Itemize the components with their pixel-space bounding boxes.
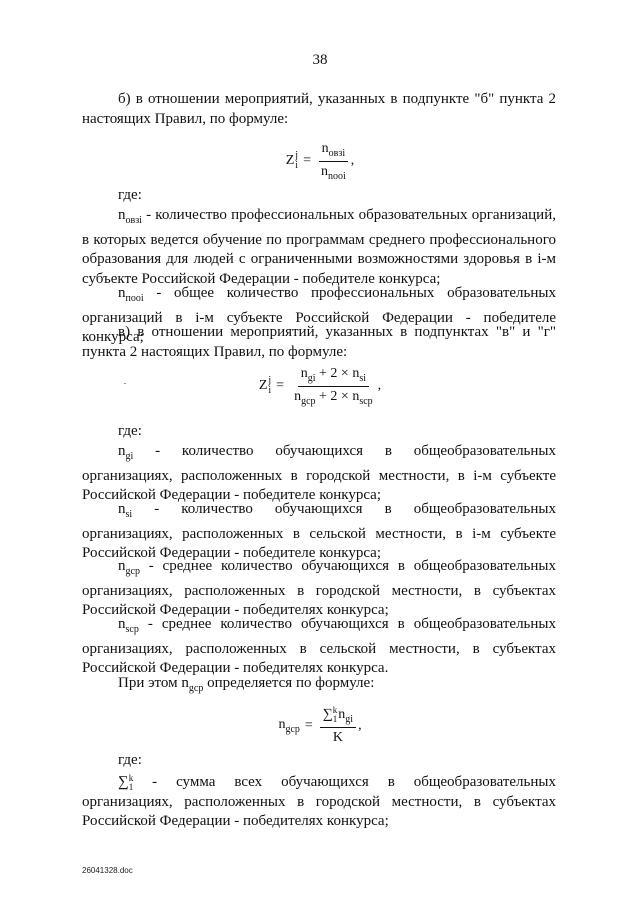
formula-comma: , xyxy=(377,378,382,394)
formula-n-gcp xyxy=(0,706,640,746)
equals-sign: = xyxy=(276,378,285,394)
definition-n-si: $n_{si}$ - количество обучающихся в общеобразовательных организациях, расположенных в сельской местности, в i-м субъекте Российской Федерации - победителе конкурса; xyxy=(82,501,556,561)
fraction xyxy=(318,141,349,182)
definition-n-gcp: $n_{gcp}$ - среднее количество обучающихся в общеобразовательных организациях, расположенных в городской местности, в субъектах Российской Федерации - победителях конкурса; xyxy=(82,558,556,618)
paragraph-n-gcp: При этом $n_{gcp}$ определяется по формуле: xyxy=(118,675,375,694)
paragraph-b: б) в отношении мероприятий, указанных в подпункте "б" пункта 2 настоящих Правил, по формуле: xyxy=(82,91,556,127)
equals-sign: = xyxy=(303,153,311,169)
page-number: 38 xyxy=(312,52,328,68)
numerator: ∑ k 1 $n_{gi}$ xyxy=(320,706,356,728)
definition-n-poo: $n_{пooi}$ - общее количество профессиональных образовательных организаций в i-м субъекте Российской Федерации - победителе конкурса; xyxy=(82,285,556,345)
formula-lhs: Z j i xyxy=(258,375,272,397)
fraction xyxy=(291,366,376,407)
where-label-2: где: xyxy=(118,423,142,439)
denominator: $n_{nooi}$ xyxy=(320,163,346,182)
definition-n-ovz: $n_{овзi}$ - количество профессиональных образовательных организаций, в которых ведется обучение по программам среднего профессионального образования для людей с ограниченными возможностями здоровья в i-м субъекте Российской Федерации - победителе конкурса; xyxy=(82,207,556,287)
definition-n-scp: $n_{scp}$ - среднее количество обучающихся в общеобразовательных организациях, расположенных в сельской местности, в субъектах Российской Федерации - победителях конкурса. xyxy=(82,616,556,676)
denominator: K xyxy=(332,730,343,746)
where-label-1: где: xyxy=(118,187,142,203)
formula-lhs: $n_{gcp}$ xyxy=(278,717,300,735)
formula-lhs: Z j i xyxy=(285,150,299,172)
definition-sum: ∑ k 1 - сумма всех обучающихся в общеобразовательных организациях, расположенных в городской местности, в субъектах Российской Федерации - победителях конкурса; xyxy=(82,772,556,829)
equals-sign: = xyxy=(304,718,313,733)
where-label-3: где: xyxy=(118,752,142,768)
formula-z-ovz xyxy=(0,141,640,182)
denominator: $n_{gcp} + 2 \times n_{scp}$ xyxy=(294,388,373,407)
document-filename: 26041328.doc xyxy=(82,866,133,875)
formula-comma: , xyxy=(350,153,355,169)
definition-n-gi: $n_{gi}$ - количество обучающихся в общеобразовательных организациях, расположенных в городской местности, в i-м субъекте Российской Федерации - победителе конкурса; xyxy=(82,443,556,503)
formula-z-g-s xyxy=(0,366,640,407)
fraction xyxy=(320,706,356,746)
numerator: $n_{gi} + 2 \times n_{si}$ xyxy=(298,366,369,387)
formula-comma: , xyxy=(358,718,362,733)
paragraph-v: в) в отношении мероприятий, указанных в подпунктах "в" и "г" пункта 2 настоящих Правил, по формуле: xyxy=(82,324,556,360)
numerator: $n_{овзi}$ xyxy=(319,141,348,162)
